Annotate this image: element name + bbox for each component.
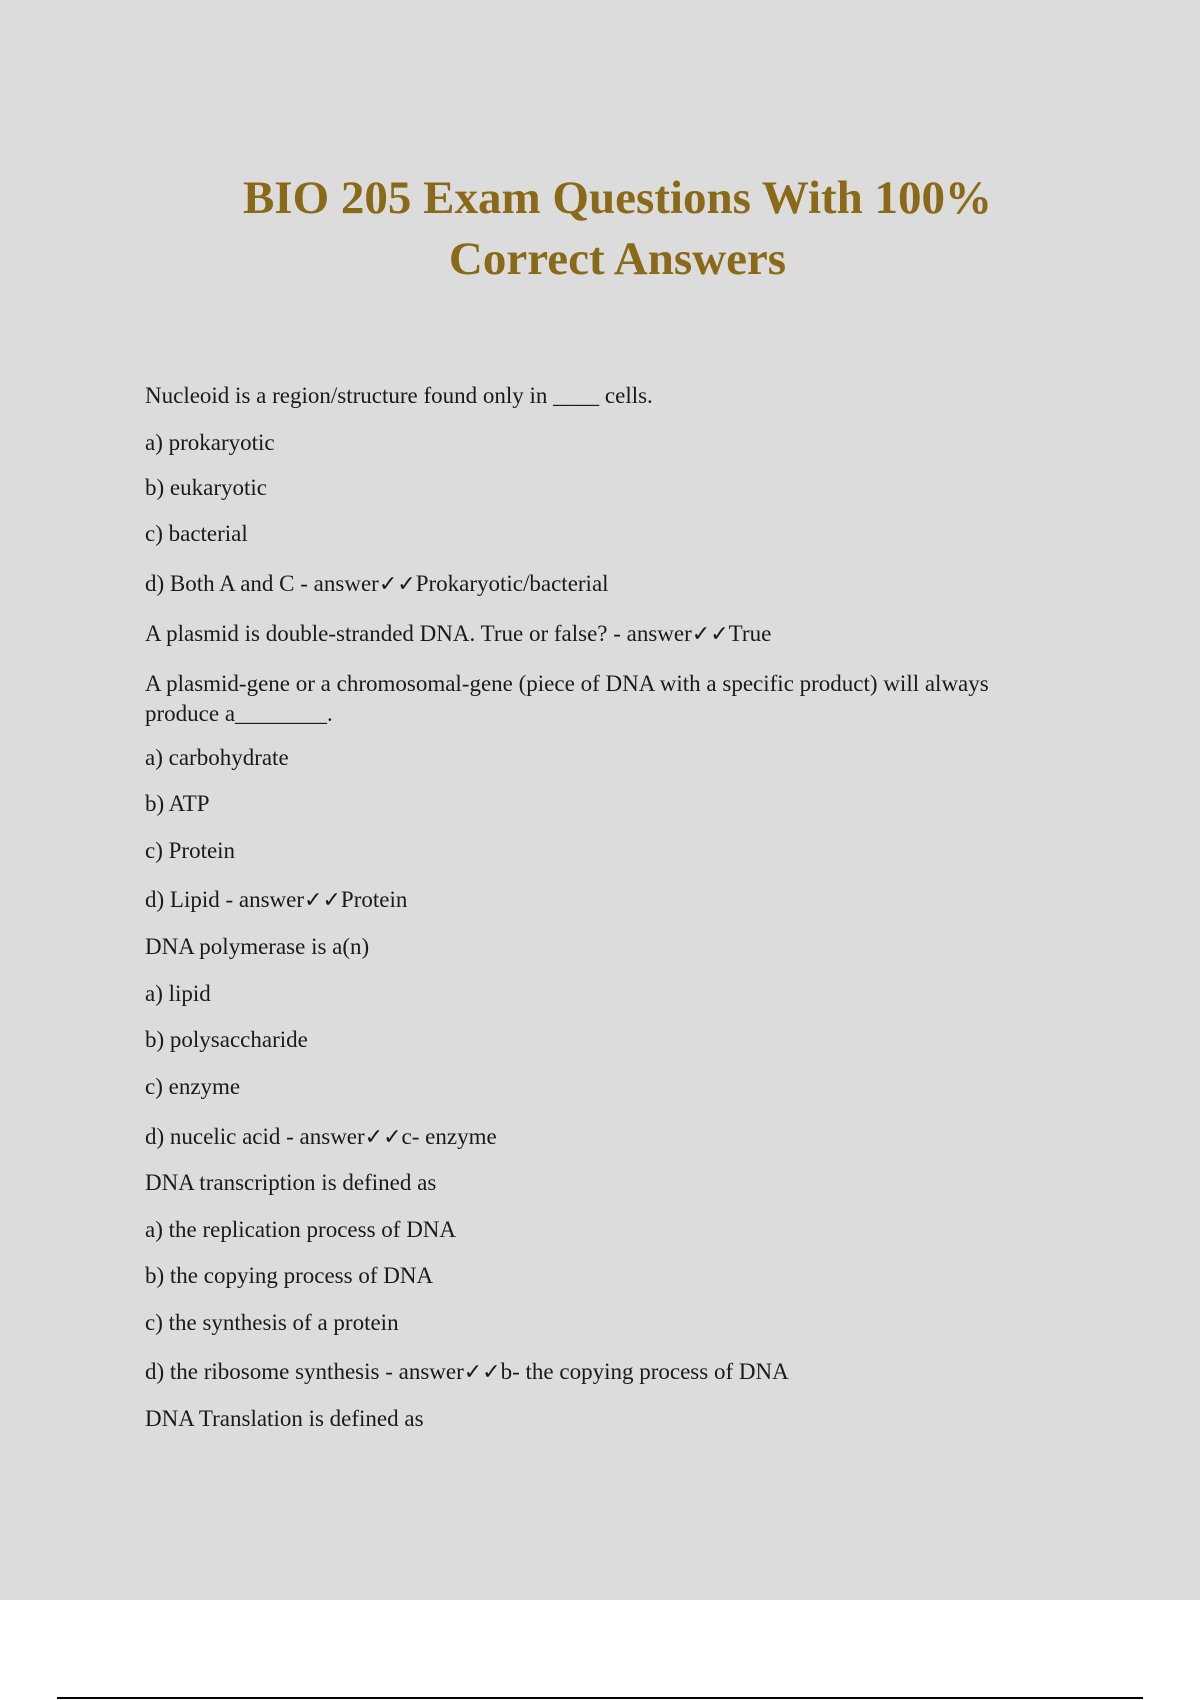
answer-option-with-key bbox=[145, 885, 407, 916]
correct-answer: Prokaryotic/bacterial bbox=[415, 571, 609, 596]
checkmark-icon: ✓✓ bbox=[378, 572, 416, 597]
title-line-1: BIO 205 Exam Questions With 100% bbox=[242, 172, 993, 224]
answer-option: b) polysaccharide bbox=[145, 1027, 308, 1052]
question-text: A plasmid-gene or a chromosomal-gene (piece of DNA with a specific product) will always produce a________. bbox=[145, 671, 989, 726]
answer-option: c) Protein bbox=[145, 838, 236, 863]
answer-option: a) carbohydrate bbox=[145, 745, 289, 770]
correct-answer: c- enzyme bbox=[401, 1124, 497, 1149]
checkmark-icon: ✓✓ bbox=[304, 888, 341, 913]
document-title bbox=[0, 168, 1200, 290]
answer-option-with-key bbox=[145, 1357, 789, 1388]
answer-option-text: d) the ribosome synthesis - answer bbox=[145, 1359, 464, 1384]
answer-option: c) enzyme bbox=[145, 1074, 241, 1099]
answer-option: b) ATP bbox=[145, 791, 210, 816]
answer-option: a) prokaryotic bbox=[145, 430, 275, 455]
answer-option: a) lipid bbox=[145, 981, 211, 1006]
page-bottom-rule bbox=[57, 1697, 1143, 1699]
checkmark-icon: ✓✓ bbox=[691, 622, 729, 647]
answer-option: a) the replication process of DNA bbox=[145, 1217, 457, 1242]
question-text: DNA transcription is defined as bbox=[145, 1170, 437, 1195]
answer-option: b) the copying process of DNA bbox=[145, 1263, 434, 1288]
answer-option-text: d) Both A and C - answer bbox=[145, 571, 379, 596]
answer-option-text: d) Lipid - answer bbox=[145, 887, 305, 912]
question-text: DNA polymerase is a(n) bbox=[145, 934, 370, 959]
question-text: Nucleoid is a region/structure found only in ____ cells. bbox=[145, 383, 653, 408]
answer-option-text: d) nucelic acid - answer bbox=[145, 1124, 365, 1149]
correct-answer: True bbox=[728, 621, 772, 646]
correct-answer: Protein bbox=[340, 887, 408, 912]
title-line-2: Correct Answers bbox=[448, 233, 787, 285]
answer-option-with-key bbox=[145, 1122, 497, 1153]
checkmark-icon: ✓✓ bbox=[364, 1125, 402, 1150]
question-text: A plasmid is double-stranded DNA. True or false? - answer bbox=[145, 621, 692, 646]
correct-answer: b- the copying process of DNA bbox=[500, 1359, 789, 1384]
checkmark-icon: ✓✓ bbox=[463, 1360, 501, 1385]
question-with-key bbox=[145, 619, 771, 650]
answer-option: c) bacterial bbox=[145, 521, 248, 546]
answer-option-with-key bbox=[145, 569, 609, 600]
question-text: DNA Translation is defined as bbox=[145, 1406, 424, 1431]
answer-option: c) the synthesis of a protein bbox=[145, 1310, 399, 1335]
answer-option: b) eukaryotic bbox=[145, 475, 267, 500]
